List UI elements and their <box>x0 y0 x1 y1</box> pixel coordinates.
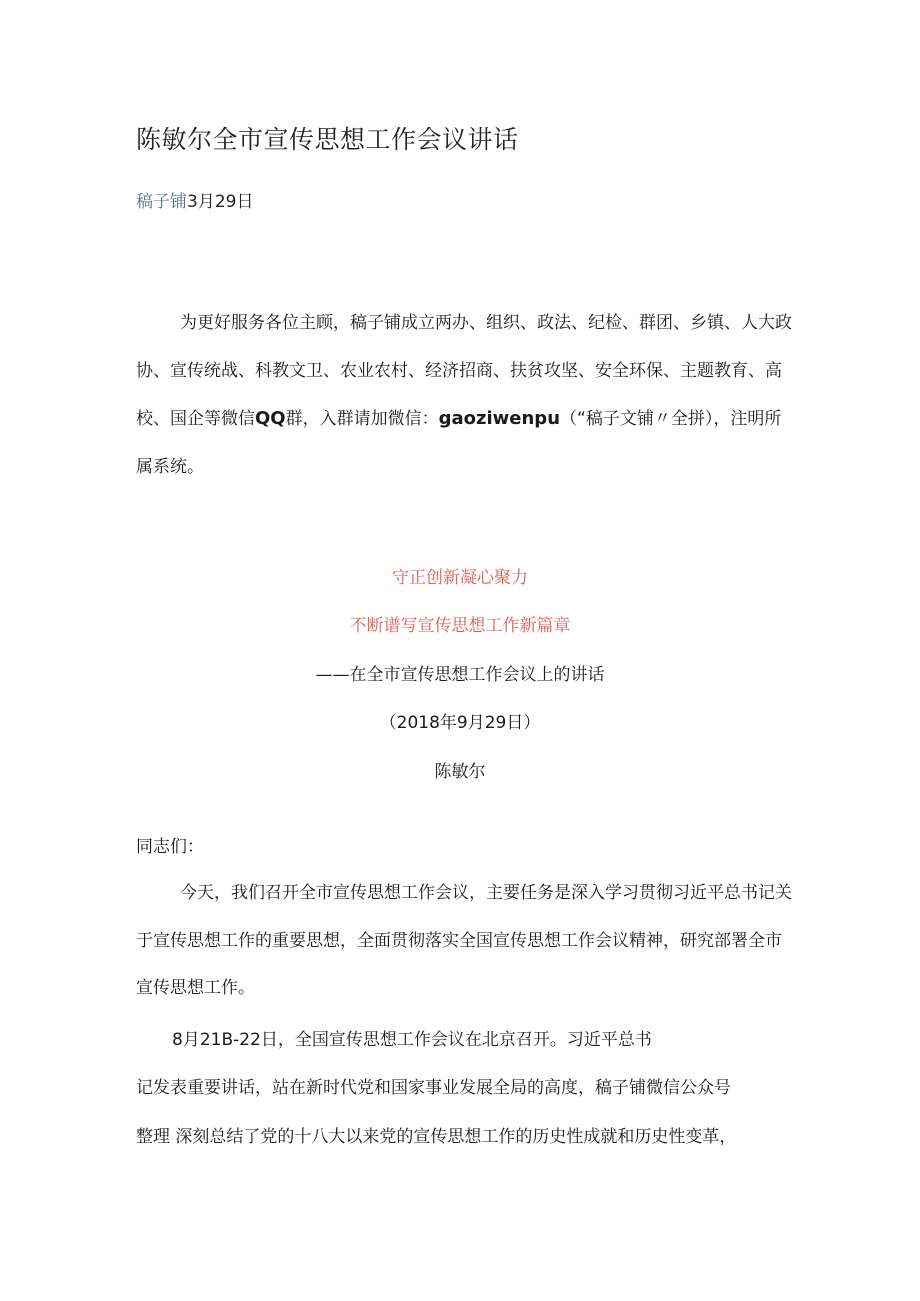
salutation: 同志们： <box>136 837 204 857</box>
heading-subtitle: ——在全市宣传思想工作会议上的讲话 <box>315 665 605 685</box>
notice-text-3: （“稿子文铺〃全拼），注明所属系统。 <box>136 409 782 477</box>
notice-wechat-id: gaoziwenpu <box>438 408 561 429</box>
heading-speaker: 陈敏尔 <box>434 762 486 782</box>
body-paragraph-2-line-1: 8月21B-22日，全国宣传思想工作会议在北京召开。习近平总书 <box>172 1030 652 1050</box>
author-link[interactable]: 稿子铺 <box>136 192 187 212</box>
body-paragraph-2-line-3: 整理 深刻总结了党的十八大以来党的宣传思想工作的历史性成就和历史性变革， <box>136 1127 737 1147</box>
heading-line-2: 不断谱写宣传思想工作新篇章 <box>349 616 571 636</box>
notice-text-1: 为更好服务各位主顾，稿子铺成立两办、组织、政法、纪检、群团、乡镇、人大政协、宣传统战、科教文卫、农业农村、经济招商、扶贫攻坚、安全环保、主题教育、高校、国企等微信 <box>136 313 792 429</box>
notice-qq: QQ <box>255 408 286 429</box>
heading-line-1: 守正创新凝心聚力 <box>392 568 528 588</box>
publish-date: 3月29日 <box>187 192 254 212</box>
heading-date: （2018年9月29日） <box>379 713 541 733</box>
article-meta <box>136 187 253 212</box>
body-paragraph-2-line-2: 记发表重要讲话，站在新时代党和国家事业发展全局的高度，稿子铺微信公众号 <box>136 1078 731 1098</box>
body-paragraph-1: 今天，我们召开全市宣传思想工作会议，主要任务是深入学习贯彻习近平总书记关于宣传思想工作的重要思想，全面贯彻落实全国宣传思想工作会议精神，研究部署全市宣传思想工作。 <box>136 883 792 998</box>
page-title: 陈敏尔全市宣传思想工作会议讲话 <box>136 125 519 154</box>
notice-text-2: 群，入群请加微信： <box>285 409 439 429</box>
notice-paragraph <box>136 300 796 491</box>
